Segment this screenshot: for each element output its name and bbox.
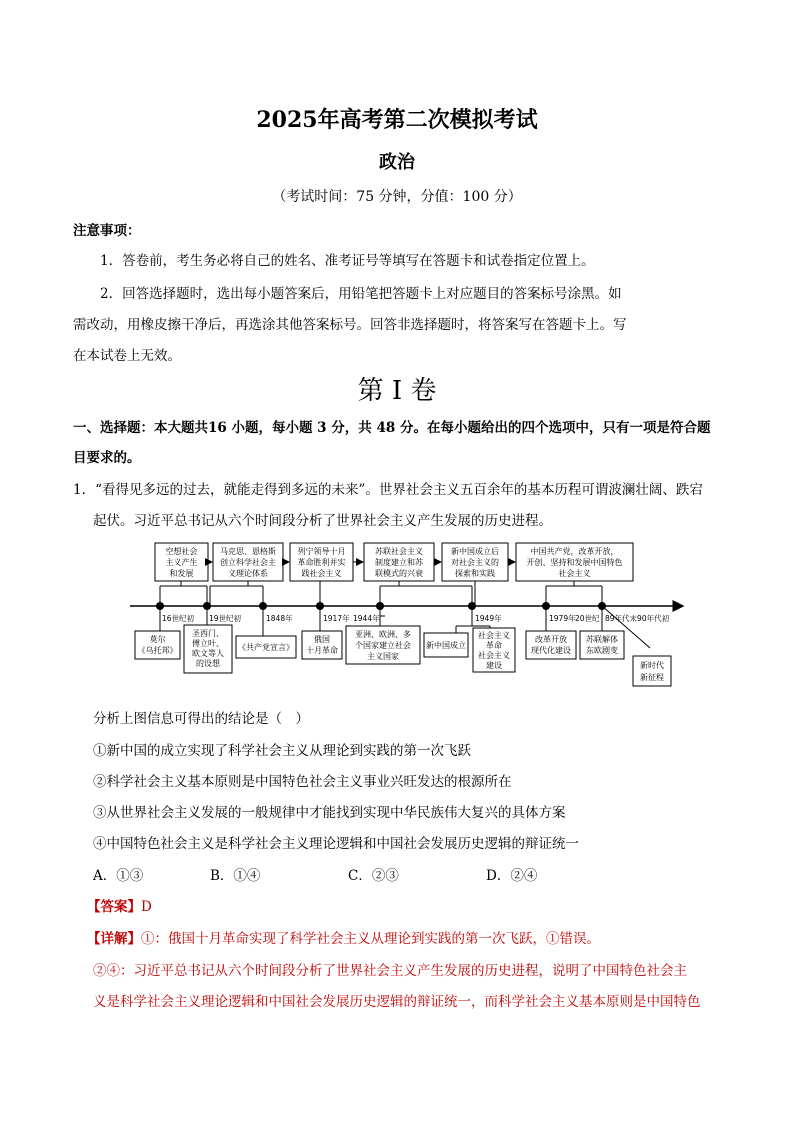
note-item-2-line-1: 2．回答选择题时，选出每小题答案后，用铅笔把答题卡上对应题目的答案标号涂黑。如 bbox=[100, 286, 622, 302]
time-label-8: 20世纪 bbox=[575, 614, 600, 623]
answer-line bbox=[87, 895, 152, 915]
event-5-line-1: 亚洲、欧洲、多 bbox=[355, 630, 411, 639]
note-item-2-line-3: 在本试卷上无效。 bbox=[73, 348, 181, 364]
note-item-1: 1．答卷前，考生务必将自己的姓名、准考证号等填写在答题卡和试卷指定位置上。 bbox=[100, 253, 595, 269]
stage-6-line-2: 开创、坚持和发展中国特色 bbox=[526, 558, 623, 567]
event-box-10 bbox=[633, 656, 671, 686]
event-1-line-1: 莫尔 bbox=[149, 635, 166, 644]
detail-text-1: ①：俄国十月革命实现了科学社会主义从理论到实践的第一次飞跃，①错误。 bbox=[141, 931, 600, 947]
event-8-line-1: 改革开放 bbox=[535, 635, 567, 644]
stage-2-line-2: 创立科学社会主 bbox=[220, 558, 276, 567]
event-9-line-2: 东欧剧变 bbox=[586, 646, 618, 655]
event-box-1 bbox=[135, 631, 180, 659]
question-1-stem-line-2: 起伏。习近平总书记从六个时间段分析了世界社会主义产生发展的历史进程。 bbox=[93, 513, 552, 529]
event-box-2 bbox=[184, 625, 232, 673]
time-label-7: 1979年 bbox=[549, 614, 576, 623]
statement-2: ②科学社会主义基本原则是中国特色社会主义事业兴旺发达的根源所在 bbox=[93, 774, 512, 790]
detail-label: 【详解】 bbox=[87, 931, 141, 947]
stage-box-1 bbox=[155, 543, 208, 581]
event-2-line-1: 圣西门、 bbox=[192, 629, 224, 638]
event-4-line-1: 俄国 bbox=[314, 635, 330, 644]
event-box-4 bbox=[302, 631, 342, 659]
answer-value: D bbox=[141, 899, 152, 915]
notes-heading: 注意事项： bbox=[73, 223, 141, 239]
stage-3-line-3: 践社会主义 bbox=[301, 569, 342, 578]
timeline-diagram bbox=[130, 538, 685, 690]
event-3-line-1: 《共产党宣言》 bbox=[238, 643, 294, 652]
event-7-line-2: 革命 bbox=[486, 641, 502, 650]
section-heading-line-2: 目要求的。 bbox=[73, 450, 141, 466]
stage-2-line-3: 义理论体系 bbox=[228, 569, 268, 578]
event-10-line-1: 新时代 bbox=[640, 661, 664, 670]
time-label-6: 1949年 bbox=[475, 614, 502, 623]
note-item-2-line-2: 需改动，用橡皮擦干净后，再选涂其他答案标号。回答非选择题时，将答案写在答题卡上。写 bbox=[73, 317, 627, 333]
stage-1-line-3: 和发展 bbox=[169, 569, 194, 578]
event-box-6 bbox=[424, 633, 468, 657]
stage-5-line-2: 对社会主义的 bbox=[451, 558, 499, 567]
stage-5-line-1: 新中国成立后 bbox=[451, 547, 499, 556]
stage-box-3 bbox=[290, 543, 353, 581]
question-1-prompt: 分析上图信息可得出的结论是（ ） bbox=[93, 711, 309, 727]
event-5-line-3: 主义国家 bbox=[367, 652, 399, 661]
event-4-line-2: 十月革命 bbox=[306, 646, 338, 655]
time-label-3: 1848年 bbox=[266, 614, 293, 623]
event-5-line-2: 个国家建立社会 bbox=[355, 641, 411, 650]
detail-line-1 bbox=[87, 927, 600, 947]
event-1-line-2: 《乌托邦》 bbox=[137, 646, 178, 655]
event-2-line-4: 的设想 bbox=[196, 659, 220, 668]
time-label-9: 89年代末90年代初 bbox=[605, 614, 670, 623]
event-7-line-3: 社会主义 bbox=[478, 651, 510, 660]
stage-2-line-1: 马克思、恩格斯 bbox=[220, 547, 276, 556]
stage-4-line-3: 联模式的兴衰 bbox=[375, 569, 423, 578]
event-6-line-1: 新中国成立 bbox=[426, 641, 466, 650]
statement-1: ①新中国的成立实现了科学社会主义从理论到实践的第一次飞跃 bbox=[93, 743, 471, 759]
option-c: C．②③ bbox=[348, 868, 399, 884]
statement-3: ③从世界社会主义发展的一般规律中才能找到实现中华民族伟大复兴的具体方案 bbox=[93, 805, 566, 821]
detail-line-2: ②④：习近平总书记从六个时间段分析了世界社会主义产生发展的历史进程，说明了中国特色社会主 bbox=[93, 963, 687, 979]
stage-6-line-3: 社会主义 bbox=[558, 569, 591, 578]
option-d: D．②④ bbox=[486, 868, 538, 884]
time-label-1: 16世纪初 bbox=[162, 614, 195, 623]
stage-box-6 bbox=[516, 543, 633, 581]
event-8-line-2: 现代化建设 bbox=[531, 646, 571, 655]
event-7-line-1: 社会主义 bbox=[478, 631, 510, 640]
time-label-2: 19世纪初 bbox=[209, 614, 242, 623]
event-box-3 bbox=[236, 636, 296, 658]
option-a: A．①③ bbox=[93, 868, 144, 884]
stage-4-line-1: 苏联社会主义 bbox=[375, 547, 423, 556]
stage-1-line-1: 空想社会 bbox=[165, 547, 198, 556]
stage-4-line-2: 制度建立和苏 bbox=[375, 558, 423, 567]
event-10-line-2: 新征程 bbox=[640, 673, 664, 682]
question-1-stem-line-1: 1．“看得见多远的过去，就能走得到多远的未来”。世界社会主义五百余年的基本历程可谓波澜壮阔、跌宕 bbox=[73, 482, 703, 498]
section-heading-line-1: 一、选择题：本大题共16 小题，每小题 3 分，共 48 分。在每小题给出的四个选项中，只有一项是符合题 bbox=[73, 420, 711, 436]
event-box-9 bbox=[580, 631, 624, 659]
subject-title: 政治 bbox=[379, 152, 415, 173]
event-box-8 bbox=[526, 631, 576, 659]
stage-3-line-2: 革命胜利并实 bbox=[297, 558, 346, 567]
stage-box-2 bbox=[213, 543, 283, 581]
stage-5-line-3: 探索和实践 bbox=[455, 569, 495, 578]
stage-box-4 bbox=[364, 543, 434, 581]
stage-1-line-2: 主义产生 bbox=[165, 558, 198, 567]
answer-label: 【答案】 bbox=[87, 899, 141, 915]
event-7-line-4: 建设 bbox=[486, 661, 502, 670]
event-9-line-1: 苏联解体 bbox=[586, 635, 618, 644]
event-box-7 bbox=[473, 628, 515, 672]
exam-info: （考试时间：75 分钟，分值：100 分） bbox=[272, 189, 522, 205]
time-label-5: 1944年 bbox=[353, 614, 380, 623]
exam-title: 2025年高考第二次模拟考试 bbox=[256, 107, 538, 133]
option-b: B．①④ bbox=[210, 868, 261, 884]
stage-3-line-1: 列宁领导十月 bbox=[297, 547, 346, 556]
volume-title: 第 I 卷 bbox=[357, 376, 437, 406]
time-label-4: 1917年 bbox=[323, 614, 350, 623]
detail-line-3: 义是科学社会主义理论逻辑和中国社会发展历史逻辑的辩证统一，而科学社会主义基本原则是中国特色 bbox=[93, 994, 701, 1010]
event-2-line-3: 欧文等人 bbox=[192, 649, 224, 658]
stage-6-line-1: 中国共产党，改革开放， bbox=[530, 547, 619, 556]
event-2-line-2: 傅立叶、 bbox=[192, 639, 224, 648]
statement-4: ④中国特色社会主义是科学社会主义理论逻辑和中国社会发展历史逻辑的辩证统一 bbox=[93, 836, 579, 852]
event-box-5 bbox=[346, 626, 420, 664]
stage-box-5 bbox=[442, 543, 508, 581]
